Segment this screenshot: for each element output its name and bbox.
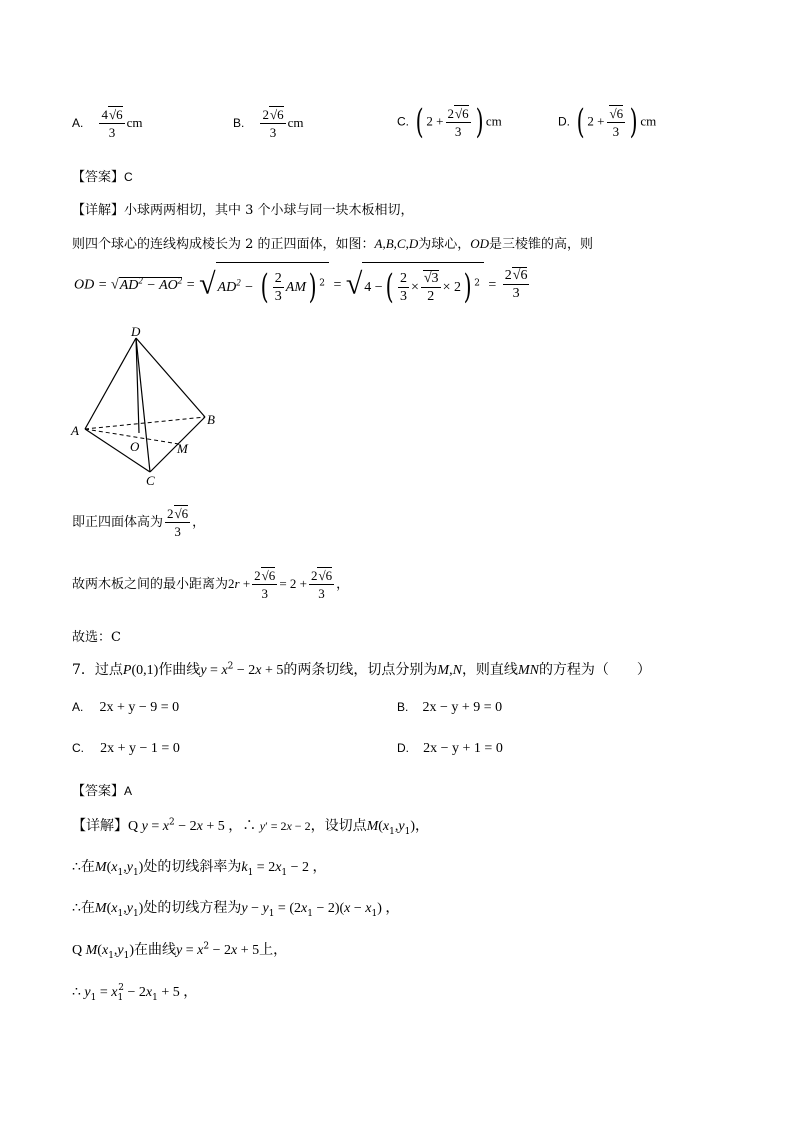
q6-detail-line1: 【详解】小球两两相切，其中 3 个小球与同一块木板相切， <box>72 203 414 218</box>
q7-stem: 7．过点P(0,1)作曲线$y = x^2 - 2x + 5$的两条切线，切点分别为M,N，则直线MN的方程为（ ） <box>72 661 651 678</box>
option-label: D. <box>558 114 570 129</box>
label-B: B <box>207 412 215 427</box>
q6-option-d: D. ( 2 + $\frac{√6}{3}$ ) cm <box>558 102 657 142</box>
q6-choose: 故选：C <box>72 630 121 645</box>
edge-AC <box>85 429 150 472</box>
q6-answer <box>72 166 133 185</box>
q7-answer: 【答案】A <box>72 784 133 799</box>
distance-line: 故两木板之间的最小距离为2r + $\frac{2√6}{3}$ = 2 + $\frac{2√6}{3}$ ， <box>72 568 350 601</box>
option-label: B. <box>233 116 245 130</box>
unit: cm <box>287 115 304 130</box>
q7-detail-4: Q $M(x_1,y_1)$在曲线$y = x^2 - 2x + 5$上， <box>72 941 288 961</box>
q6-detail-line2: 则四个球心的连线构成棱长为 2 的正四面体，如图：A,B,C,D为球心，OD是三棱锥的高，则 <box>72 236 594 252</box>
q6-option-a: A. $\frac{4√6}{3}$ cm <box>72 107 143 140</box>
answer-value: C <box>124 170 133 184</box>
edge-DB <box>136 338 205 417</box>
od-formula: OD = $√AD^2 - AO^2$ = √ $AD^2$ − ( $\frac{2}{3}$ AM) $^2$ = √ 4 −( $\frac{2}{3}$ × $\frac{√3}{2}$ × 2) $^2$ = $\frac{2√6}{3}$ <box>74 262 531 307</box>
height-line: 即正四面体高为 $\frac{2√6}{3}$ ， <box>72 506 206 539</box>
q6-option-c: C. ( 2 + $\frac{2√6}{3}$ ) cm <box>397 102 502 142</box>
q7-detail-2: ∴在$M(x_1,y_1)$处的切线斜率为$k_1 = 2x_1 - 2$ ， <box>72 859 327 878</box>
answer-label: 【答案】 <box>72 170 125 185</box>
q7-detail-3: ∴在$M(x_1,y_1)$处的切线方程为$y - y_1 = (2x_1 - 2)(x - x_1)$ ， <box>72 900 400 919</box>
label-D: D <box>131 325 141 339</box>
q7-option-a: A. 2x + y − 9 = 0 <box>72 700 180 715</box>
tetrahedron-figure <box>66 325 226 495</box>
label-O: O <box>130 439 140 454</box>
q7-option-b: B. 2x − y + 9 = 0 <box>397 700 503 715</box>
unit: cm <box>485 113 502 129</box>
q7-option-d: D. 2x − y + 1 = 0 <box>397 741 503 756</box>
label-A: A <box>71 423 79 438</box>
q6-option-b: B. $\frac{2√6}{3}$ cm <box>233 107 304 140</box>
q7-detail-5: ∴ $y_1 = x_1^2 - 2x_1 + 5$ ， <box>72 983 198 1003</box>
q7-option-c: C. 2x + y − 1 = 0 <box>72 741 180 756</box>
option-label: C. <box>397 114 409 129</box>
edge-DA <box>85 338 136 429</box>
unit: cm <box>126 115 143 130</box>
option-label: A. <box>72 116 84 130</box>
unit: cm <box>640 113 657 129</box>
detail-label: 【详解】 <box>72 203 125 218</box>
q7-detail-1: 【详解】Q $y = x^2 - 2x + 5$ ，∴ y′ = 2x − 2，设切点$M(x_1,y_1)$， <box>72 817 429 837</box>
label-M: M <box>177 441 188 456</box>
label-C: C <box>146 473 155 488</box>
